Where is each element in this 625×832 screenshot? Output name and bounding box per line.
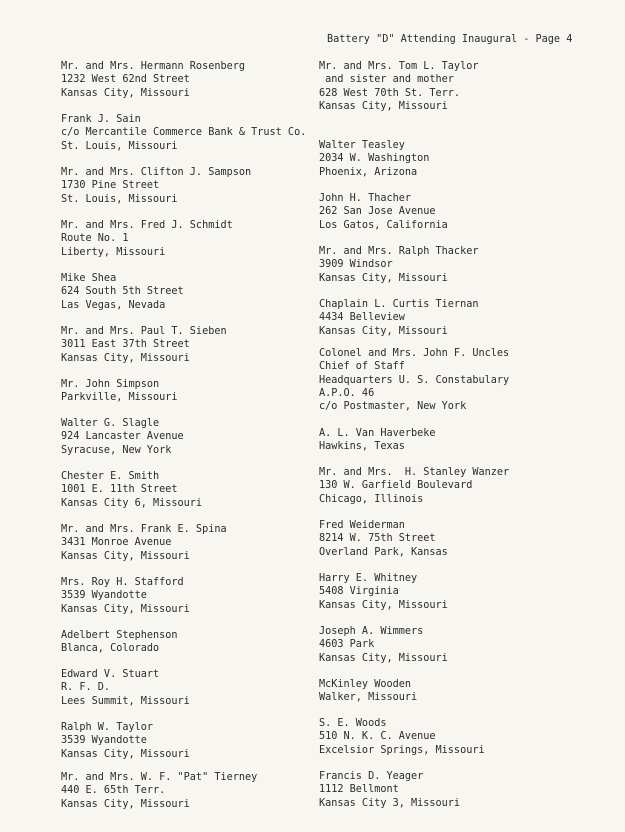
entry-address-line: Blanca, Colorado: [61, 643, 160, 655]
entry-name: Mike Shea: [61, 273, 117, 284]
entry-address-line: Kansas City, Missouri: [61, 603, 190, 615]
entry-address-line: Kansas City, Missouri: [319, 100, 448, 112]
entry-address-line: 1232 West 62nd Street: [61, 74, 190, 86]
entry-address-line: St. Louis, Missouri: [61, 193, 178, 205]
address-entry: [61, 470, 202, 510]
entry-address-line: Kansas City, Missouri: [61, 352, 190, 364]
address-entry: [61, 668, 190, 708]
entry-address-line: 2034 W. Washington: [319, 153, 430, 165]
page-header: Battery "D" Attending Inaugural - Page 4: [327, 34, 573, 45]
entry-address-line: Las Vegas, Nevada: [61, 299, 166, 311]
entry-name: Mrs. Roy H. Stafford: [61, 577, 184, 588]
address-entry: [61, 523, 227, 563]
address-entry: [61, 166, 251, 206]
entry-address-line: Chief of Staff: [319, 361, 405, 373]
entry-address-line: Los Gatos, California: [319, 219, 448, 231]
address-entry: [61, 113, 306, 153]
address-entry: [61, 629, 178, 656]
address-entry: [61, 219, 233, 259]
entry-name: Edward V. Stuart: [61, 669, 160, 680]
address-entry: [319, 572, 448, 612]
entry-name: Mr. and Mrs. Frank E. Spina: [61, 524, 227, 535]
address-entry: [319, 192, 448, 232]
entry-address-line: Kansas City, Missouri: [319, 272, 448, 284]
entry-name: Frank J. Sain: [61, 114, 141, 125]
entry-address-line: Parkville, Missouri: [61, 392, 178, 404]
entry-address-line: R. F. D.: [61, 682, 111, 694]
entry-address-line: Kansas City 3, Missouri: [319, 797, 461, 809]
entry-address-line: Lees Summit, Missouri: [61, 695, 190, 707]
entry-address-line: Headquarters U. S. Constabulary: [319, 374, 510, 386]
entry-name: John H. Thacher: [319, 193, 412, 204]
entry-name: Ralph W. Taylor: [61, 722, 154, 733]
entry-name: Fred Weiderman: [319, 520, 405, 531]
entry-name: Mr. and Mrs. Tom L. Taylor: [319, 61, 479, 72]
entry-address-line: 1112 Bellmont: [319, 784, 399, 796]
address-entry: [319, 245, 478, 285]
entry-address-line: Hawkins, Texas: [319, 441, 405, 453]
entry-address-line: 924 Lancaster Avenue: [61, 431, 184, 443]
entry-address-line: Chicago, Illinois: [319, 493, 424, 505]
entry-address-line: 1001 E. 11th Street: [61, 484, 178, 496]
entry-name: S. E. Woods: [319, 718, 387, 729]
entry-name: Mr. and Mrs. Ralph Thacker: [319, 246, 479, 257]
address-entry: [61, 60, 245, 100]
entry-address-line: and sister and mother: [319, 74, 454, 86]
entry-name: Mr. and Mrs. Clifton J. Sampson: [61, 167, 252, 178]
entry-address-line: c/o Mercantile Commerce Bank & Trust Co.: [61, 127, 307, 139]
entry-name: Harry E. Whitney: [319, 573, 418, 584]
entry-address-line: 130 W. Garfield Boulevard: [319, 480, 473, 492]
entry-name: Mr. and Mrs. H. Stanley Wanzer: [319, 467, 510, 478]
entry-address-line: Kansas City, Missouri: [61, 87, 190, 99]
entry-name: Chaplain L. Curtis Tiernan: [319, 299, 479, 310]
entry-address-line: Walker, Missouri: [319, 692, 418, 704]
address-entry: [61, 272, 184, 312]
entry-address-line: c/o Postmaster, New York: [319, 401, 467, 413]
address-entry: [61, 771, 257, 811]
entry-address-line: Kansas City 6, Missouri: [61, 497, 203, 509]
entry-address-line: 5408 Virginia: [319, 586, 399, 598]
entry-address-line: Kansas City, Missouri: [61, 798, 190, 810]
address-entry: [319, 60, 478, 113]
entry-name: A. L. Van Haverbeke: [319, 428, 436, 439]
entry-address-line: 1730 Pine Street: [61, 180, 160, 192]
entry-address-line: Kansas City, Missouri: [319, 599, 448, 611]
entry-address-line: Route No. 1: [61, 233, 129, 245]
entry-address-line: Overland Park, Kansas: [319, 546, 448, 558]
entry-name: McKinley Wooden: [319, 679, 412, 690]
entry-address-line: A.P.O. 46: [319, 387, 375, 399]
entry-address-line: 3539 Wyandotte: [61, 735, 147, 747]
entry-address-line: 4603 Park: [319, 639, 375, 651]
address-entry: [61, 417, 184, 457]
entry-address-line: 3539 Wyandotte: [61, 590, 147, 602]
entry-address-line: 3431 Monroe Avenue: [61, 537, 172, 549]
entry-name: Mr. and Mrs. Paul T. Sieben: [61, 326, 227, 337]
entry-name: Walter Teasley: [319, 140, 405, 151]
entry-name: Mr. John Simpson: [61, 379, 160, 390]
address-entry: [319, 427, 436, 454]
entry-address-line: Kansas City, Missouri: [61, 550, 190, 562]
entry-name: Mr. and Mrs. Hermann Rosenberg: [61, 61, 246, 72]
entry-address-line: 624 South 5th Street: [61, 286, 184, 298]
entry-address-line: 628 West 70th St. Terr.: [319, 87, 461, 99]
entry-address-line: St. Louis, Missouri: [61, 140, 178, 152]
entry-name: Adelbert Stephenson: [61, 630, 178, 641]
entry-address-line: Syracuse, New York: [61, 444, 172, 456]
entry-address-line: 8214 W. 75th Street: [319, 533, 436, 545]
address-entry: [319, 347, 509, 413]
entry-name: Colonel and Mrs. John F. Uncles: [319, 348, 510, 359]
address-entry: [61, 325, 227, 365]
entry-address-line: Liberty, Missouri: [61, 246, 166, 258]
entry-name: Walter G. Slagle: [61, 418, 160, 429]
address-entry: [61, 576, 190, 616]
entry-address-line: 4434 Belleview: [319, 312, 405, 324]
entry-name: Mr. and Mrs. Fred J. Schmidt: [61, 220, 233, 231]
entry-address-line: Kansas City, Missouri: [319, 325, 448, 337]
entry-address-line: Phoenix, Arizona: [319, 166, 418, 178]
address-entry: [319, 770, 460, 810]
entry-address-line: 3011 East 37th Street: [61, 339, 190, 351]
entry-address-line: 3909 Windsor: [319, 259, 393, 271]
address-entry: [319, 717, 485, 757]
entry-address-line: Kansas City, Missouri: [319, 652, 448, 664]
address-entry: [319, 466, 509, 506]
address-entry: [61, 721, 190, 761]
address-entry: [319, 678, 417, 705]
address-entry: [319, 298, 478, 338]
entry-address-line: Excelsior Springs, Missouri: [319, 744, 485, 756]
entry-name: Mr. and Mrs. W. F. "Pat" Tierney: [61, 772, 258, 783]
entry-address-line: Kansas City, Missouri: [61, 748, 190, 760]
entry-name: Chester E. Smith: [61, 471, 160, 482]
address-entry: [319, 519, 448, 559]
address-entry: [61, 378, 178, 405]
entry-address-line: 262 San Jose Avenue: [319, 206, 436, 218]
address-entry: [319, 139, 429, 179]
entry-address-line: 510 N. K. C. Avenue: [319, 731, 436, 743]
address-entry: [319, 625, 448, 665]
entry-name: Francis D. Yeager: [319, 771, 424, 782]
entry-address-line: 440 E. 65th Terr.: [61, 785, 166, 797]
entry-name: Joseph A. Wimmers: [319, 626, 424, 637]
